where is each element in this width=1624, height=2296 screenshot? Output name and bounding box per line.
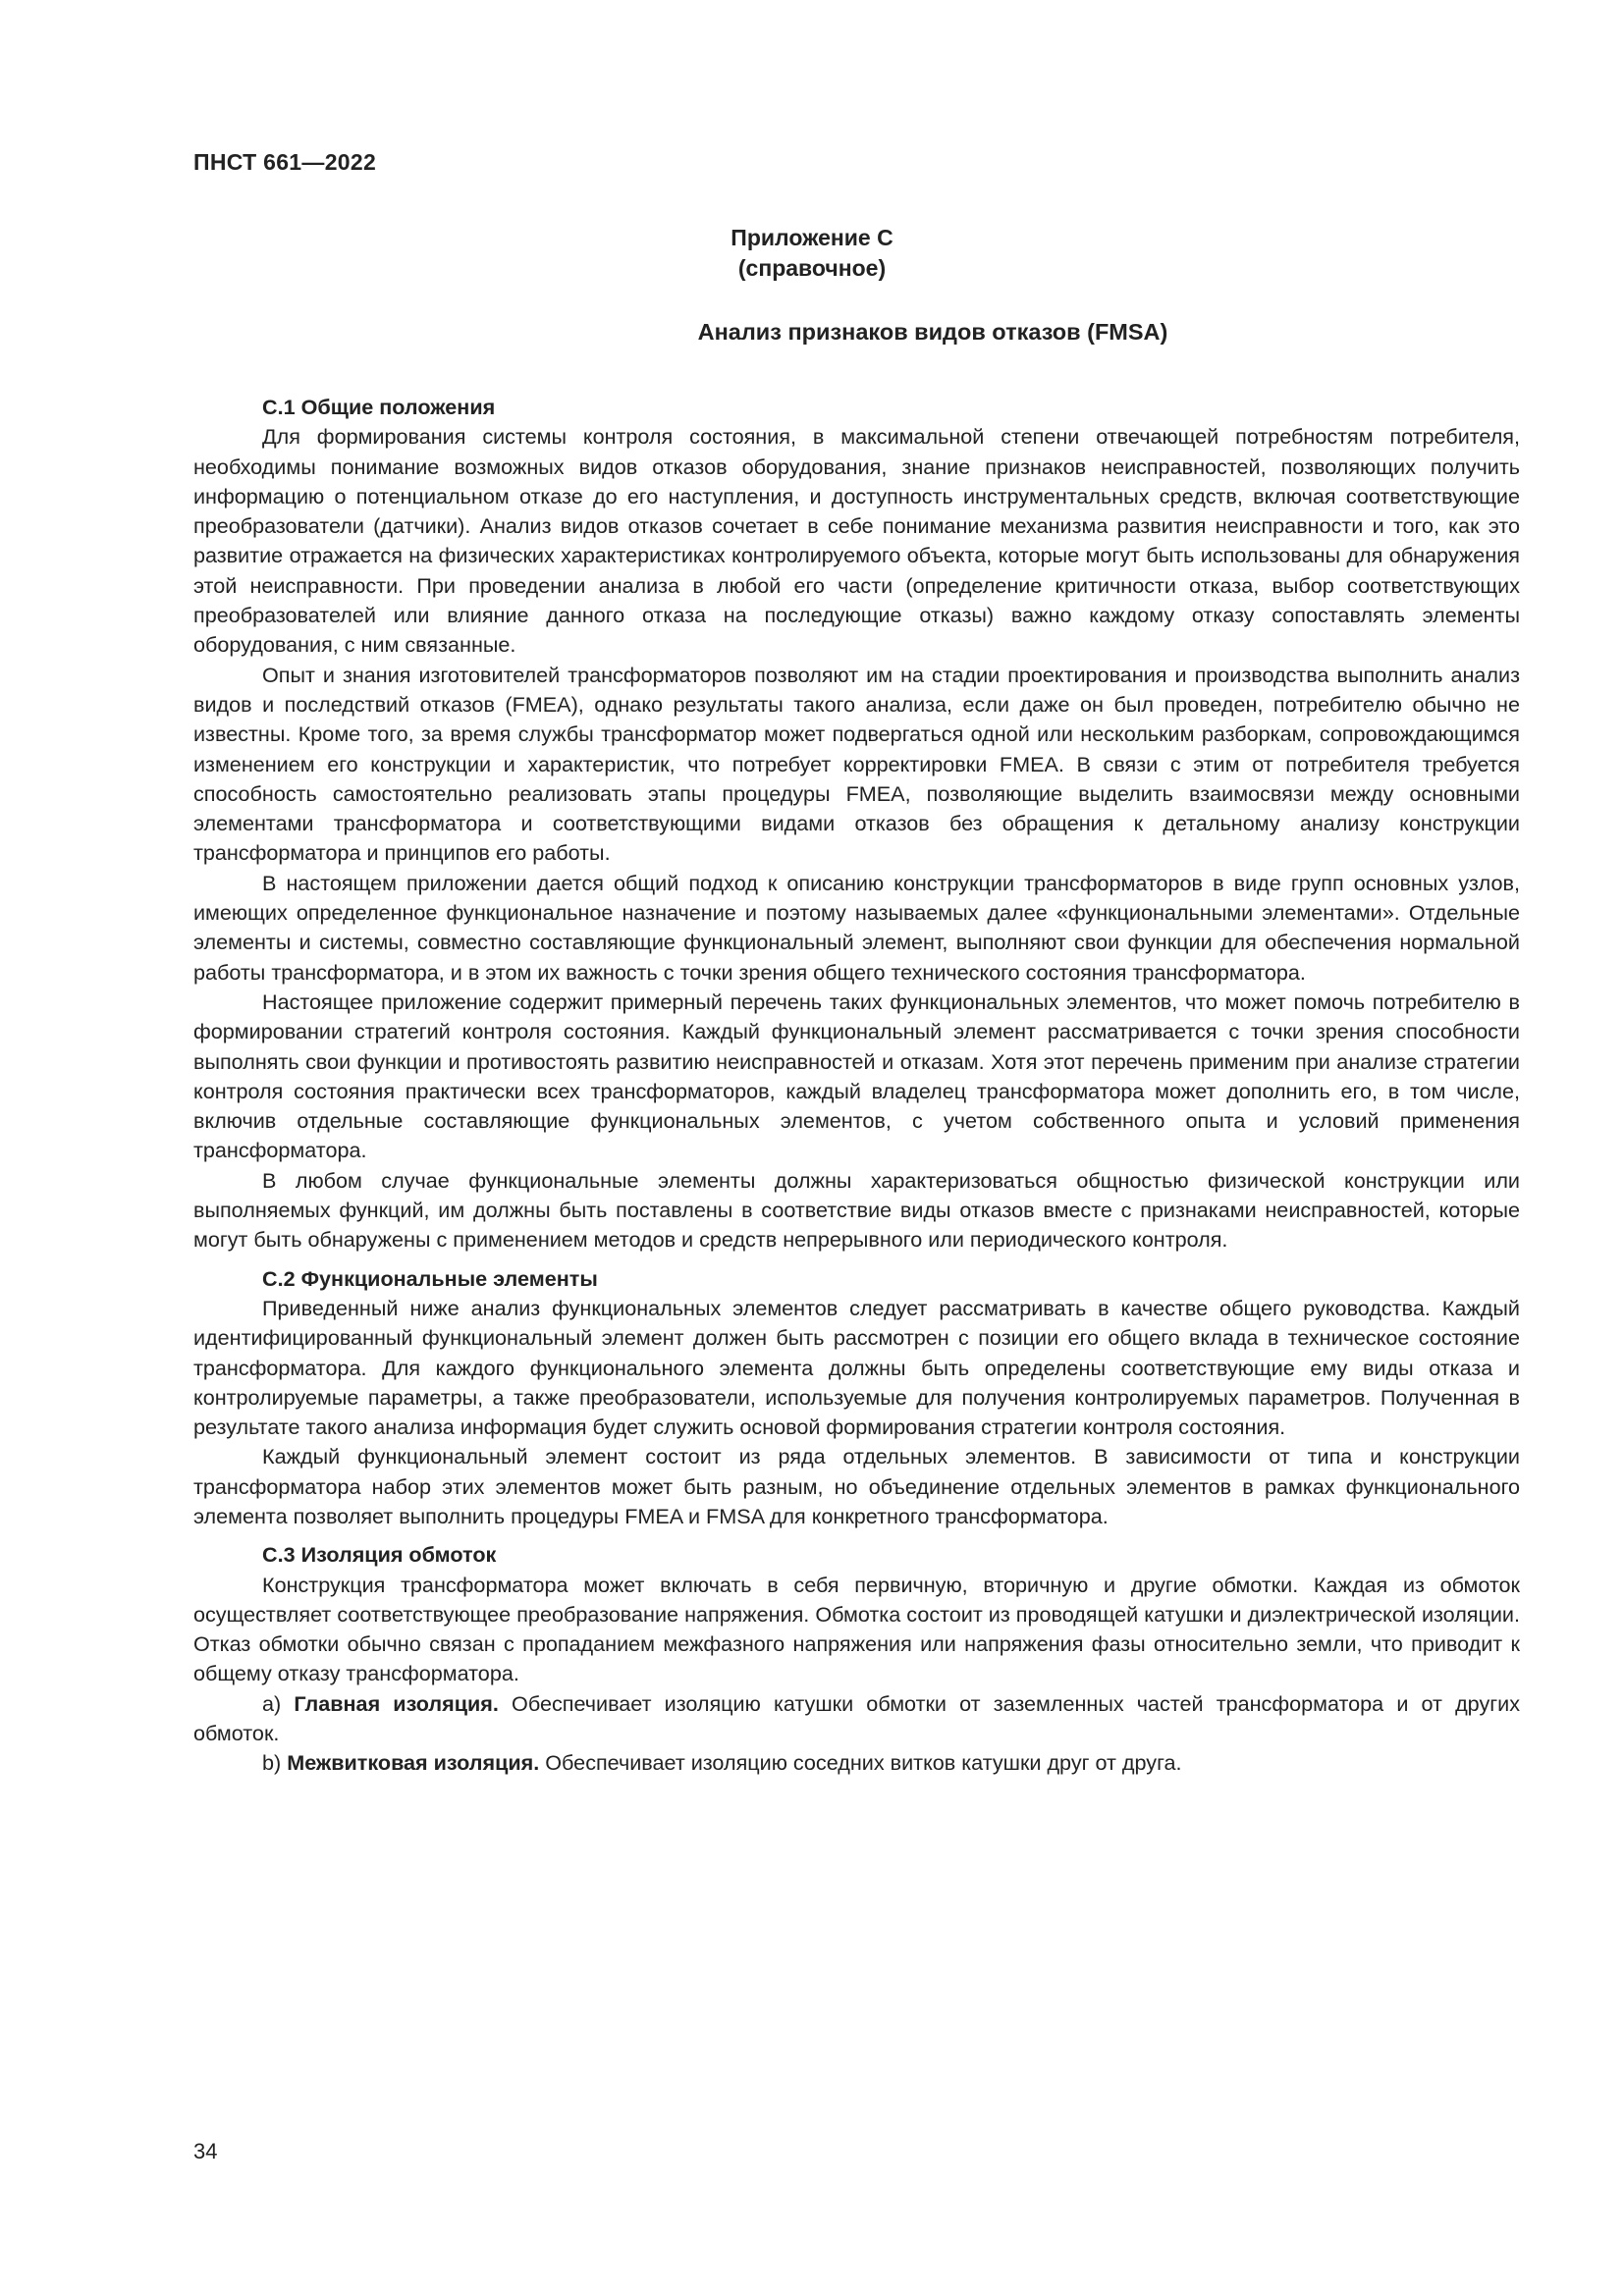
section-heading-c2: С.2 Функциональные элементы [262,1265,598,1291]
appendix-title-block [193,319,1515,346]
section-spacer [193,1531,1520,1540]
list-marker: a) [262,1690,282,1716]
appendix-label: Приложение С [731,225,893,250]
section-spacer [193,1255,1520,1264]
appendix-header [0,223,1624,284]
document-body [193,393,1520,1779]
paragraph: Настоящее приложение содержит примерный перечень таких функциональных элементов, что может помочь потребителю в формировании стратегий контроля состояния. Каждый функциональный элемент рассматривается с точки зрения способности выполнять свои функции и противостоять развитию неисправностей и отказам. Хотя этот перечень применим при анализе стратегии контроля состояния практически всех трансформаторов, каждый владелец трансформатора может дополнить его, в том числе, включив отдельные составляющие функциональных элементов, с учетом собственного опыта и условий применения трансформатора. [193,988,1520,1163]
list-marker: b) [262,1750,282,1776]
page-number: 34 [193,2139,218,2163]
paragraph: Для формирования системы контроля состояния, в максимальной степени отвечающей потребностям потребителя, необходимы понимание возможных видов отказов оборудования, знание признаков неисправностей, позволяющих получить информацию о потенциальном отказе до его наступления, и доступность инструментальных средств, включая соответствующие преобразователи (датчики). Анализ видов отказов сочетает в себе понимание механизма развития неисправности и того, как это развитие отражается на физических характеристиках контролируемого объекта, которые могут быть использованы для обнаружения этой неисправности. При проведении анализа в любой его части (определение критичности отказа, выбор соответствующих преобразователей или влияние данного отказа на последующие отказы) важно каждому отказу сопоставлять элементы оборудования, с ним связанные. [193,424,1520,658]
paragraph: В любом случае функциональные элементы должны характеризоваться общностью физической конструкции или выполняемых функций, им должны быть поставлены в соответствие виды отказов вместе с признаками неисправностей, которые могут быть обнаружены с применением методов и средств непрерывного или периодического контроля. [193,1167,1520,1253]
paragraph: В настоящем приложении дается общий подход к описанию конструкции трансформаторов в виде групп основных узлов, имеющих определенное функциональное назначение и поэтому называемых далее «функциональными элементами». Отдельные элементы и системы, совместно составляющие функциональный элемент, выполняют свои функции для обеспечения нормальной работы трансформатора, и в этом их важность с точки зрения общего технического состояния трансформатора. [193,870,1520,985]
list-term: Межвитковая изоляция. [287,1750,540,1776]
list-term: Главная изоляция. [294,1690,499,1716]
paragraph: Конструкция трансформатора может включать в себя первичную, вторичную и другие обмотки. Каждая из обмоток осуществляет соответствующее преобразование напряжения. Обмотка состоит из проводящей катушки и диэлектрической изоляции. Отказ обмотки обычно связан с пропаданием межфазного напряжения или напряжения фазы относительно земли, что приводит к общему отказу трансформатора. [193,1572,1520,1686]
paragraph: Каждый функциональный элемент состоит из ряда отдельных элементов. В зависимости от типа и конструкции трансформатора набор этих элементов может быть разным, но объединение отдельных элементов в рамках функционального элемента позволяет выполнить процедуры FMEA и FMSA для конкретного трансформатора. [193,1444,1520,1528]
appendix-title: Анализ признаков видов отказов (FMSA) [697,319,1168,345]
section-heading-c3: С.3 Изоляция обмоток [262,1542,497,1568]
appendix-type: (справочное) [737,255,887,281]
document-code: ПНСТ 661—2022 [193,149,377,175]
section-heading-c1: С.1 Общие положения [262,395,496,419]
list-item [193,1748,1520,1778]
paragraph: Приведенный ниже анализ функциональных элементов следует рассматривать в качестве общего руководства. Каждый идентифицированный функциональный элемент должен быть рассмотрен с позиции его общего вклада в техническое состояние трансформатора. Для каждого функционального элемента должны быть определены соответствующие ему виды отказа и контролируемые параметры, а также преобразователи, используемые для получения контролируемых параметров. Полученная в результате такого анализа информация будет служить основой формирования стратегии контроля состояния. [193,1295,1520,1440]
paragraph: Опыт и знания изготовителей трансформаторов позволяют им на стадии проектирования и производства выполнить анализ видов и последствий отказов (FMEA), однако результаты такого анализа, если даже он был проведен, потребителю обычно не известны. Кроме того, за время службы трансформатор может подвергаться одной или нескольким разборкам, сопровождающимся изменением его конструкции и характеристик, что потребует корректировки FMEA. В связи с этим от потребителя требуется способность самостоятельно реализовать этапы процедуры FMEA, позволяющие выделить взаимосвязи между основными элементами трансформатора и соответствующими видами отказов без обращения к детальному анализу конструкции трансформатора и принципов его работы. [193,662,1520,866]
list-text: Обеспечивает изоляцию катушки обмотки от заземленных частей трансформатора и от других обмоток. [193,1690,1520,1746]
list-item [193,1689,1520,1749]
list-text: Обеспечивает изоляцию соседних витков катушки друг от друга. [545,1750,1182,1776]
